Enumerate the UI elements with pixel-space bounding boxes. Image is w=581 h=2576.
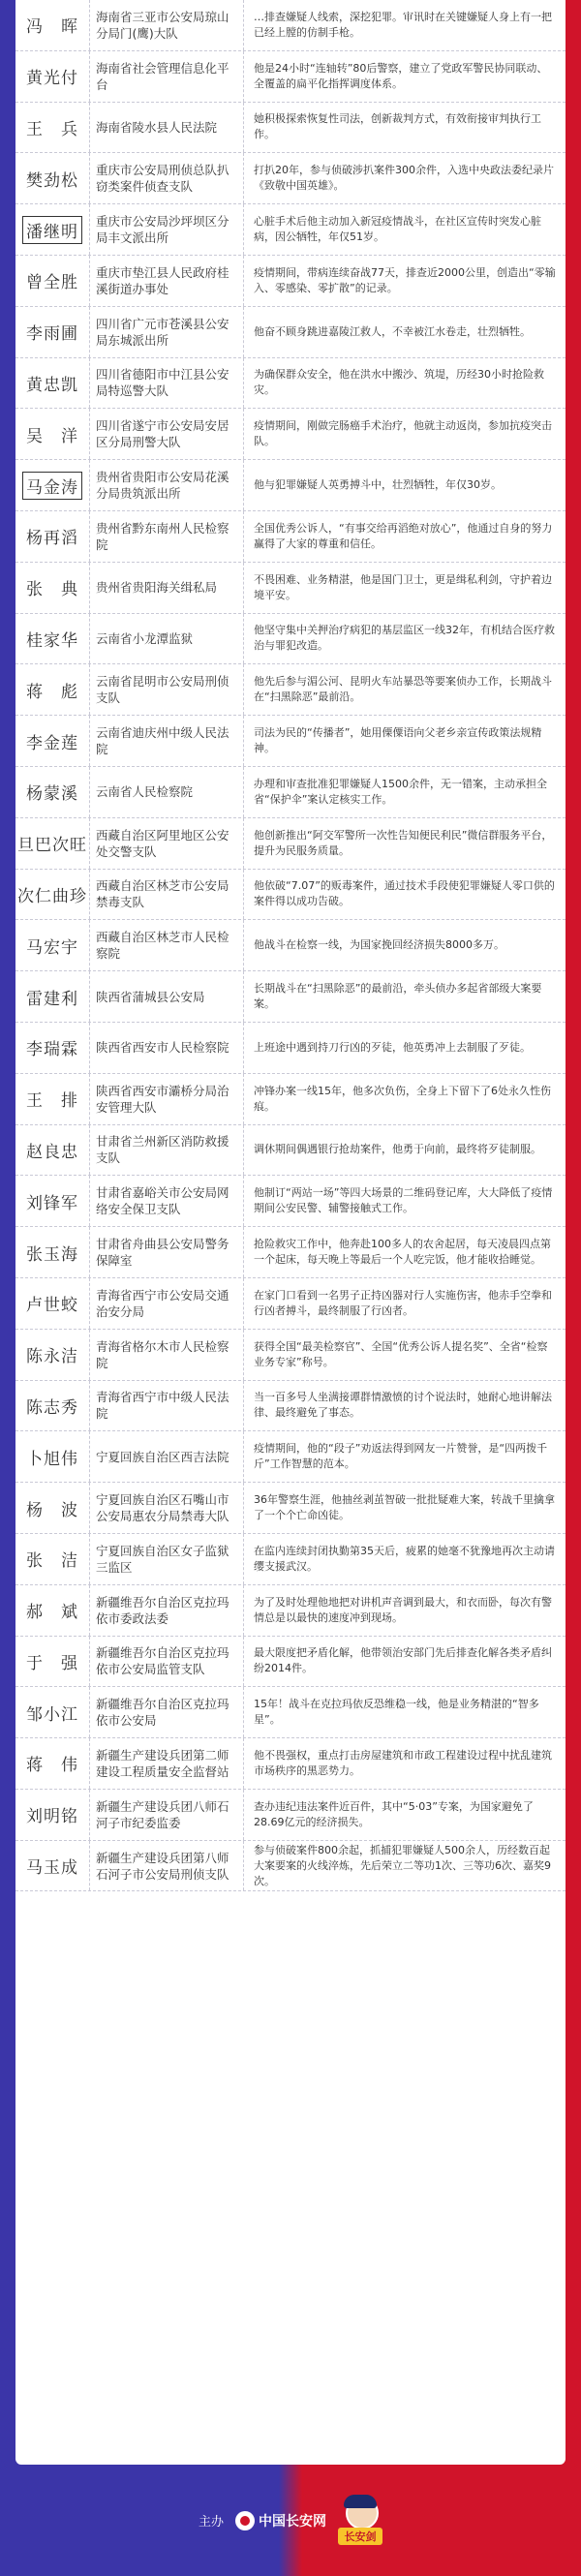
honoree-description: 他先后参与湄公河、昆明火车站暴恐等要案侦办工作，长期战斗在“扫黑除恶”最前沿。 — [254, 675, 552, 704]
honoree-description: 他创新推出“阿交军警所一次性告知便民利民”微信群服务平台，提升为民服务质量。 — [254, 828, 553, 857]
honoree-name-cell — [15, 1074, 89, 1124]
table-row — [15, 767, 566, 818]
honoree-name: 于 强 — [26, 1653, 78, 1673]
honoree-name-cell — [15, 511, 89, 562]
honoree-name-cell — [15, 1738, 89, 1789]
honoree-unit: 青海省格尔木市人民检察院 — [96, 1338, 229, 1370]
changanjian-mascot — [338, 2495, 382, 2547]
table-row — [15, 460, 566, 511]
honoree-description: 在监内连续封闭执勤第35天后，疲累的她毫不犹豫地再次主动请缨支援武汉。 — [254, 1544, 555, 1573]
honoree-name-cell — [15, 1585, 89, 1636]
honoree-description: …排查嫌疑人线索，深挖犯罪。审讯时在关键嫌疑人身上有一把已经上膛的仿制手枪。 — [254, 10, 552, 39]
honoree-unit: 贵州省黔东南州人民检察院 — [96, 520, 229, 552]
honoree-name: 杨再滔 — [26, 529, 78, 549]
honoree-name: 蒋 彪 — [26, 682, 78, 702]
honoree-unit: 四川省广元市苍溪县公安局东城派出所 — [96, 316, 229, 348]
honoree-description: 参与侦破案件800余起，抓捕犯罪嫌疑人500余人，历经数百起大案要案的火线淬炼，先后荣立二等功1次、三等功6次、嘉奖9次。 — [254, 1843, 551, 1887]
honoree-description: 疫情期间，带病连续奋战77天，排查近2000公里，创造出“零输入、零感染、零扩散”的记录。 — [254, 265, 556, 294]
honoree-description: 长期战斗在“扫黑除恶”的最前沿，牵头侦办多起省部级大案要案。 — [254, 982, 542, 1011]
honoree-unit: 海南省三亚市公安局琼山分局门(鹰)大队 — [96, 9, 229, 41]
honoree-name-cell — [15, 1023, 89, 1073]
honoree-unit: 青海省西宁市公安局交通治安分局 — [96, 1287, 229, 1319]
honoree-name: 桂家华 — [26, 630, 78, 651]
honoree-name: 冯 晖 — [26, 17, 78, 38]
honoree-description: 他制订“两站一场”等四大场景的二维码登记库，大大降低了疫情期间公安民警、辅警接触式工作。 — [254, 1186, 553, 1215]
table-row — [15, 1278, 566, 1330]
table-row — [15, 1330, 566, 1381]
honoree-unit: 贵州省贵阳市公安局花溪分局贵筑派出所 — [96, 470, 229, 502]
table-row — [15, 664, 566, 716]
honoree-name: 蒋 伟 — [26, 1756, 78, 1776]
honoree-name: 杨蒙溪 — [26, 784, 78, 805]
honoree-unit: 新疆维吾尔自治区克拉玛依市委政法委 — [96, 1594, 229, 1626]
honoree-description: 在家门口看到一名男子正持凶器对行人实施伤害，他赤手空拳和行凶者搏斗，最终制服了行凶者。 — [254, 1288, 552, 1317]
table-row — [15, 1176, 566, 1227]
mascot-cap-icon — [344, 2495, 377, 2508]
honoree-name-cell — [15, 870, 89, 920]
honoree-name-cell — [15, 460, 89, 510]
honoree-name: 刘锋军 — [26, 1193, 78, 1213]
honoree-unit: 新疆维吾尔自治区克拉玛依市公安局监管支队 — [96, 1645, 229, 1677]
honoree-description: 她积极探索恢复性司法，创新裁判方式，有效衔接审判执行工作。 — [254, 112, 541, 141]
table-row — [15, 0, 566, 51]
honoree-name-cell — [15, 0, 89, 50]
table-row — [15, 716, 566, 767]
honoree-unit: 海南省社会管理信息化平台 — [96, 60, 229, 92]
honoree-unit: 云南省昆明市公安局刑侦支队 — [96, 674, 229, 706]
table-row — [15, 1687, 566, 1738]
honoree-name-cell — [15, 971, 89, 1022]
honoree-name-cell — [15, 1431, 89, 1482]
honoree-name: 李瑞霖 — [26, 1040, 78, 1060]
honoree-name: 邹小江 — [26, 1704, 78, 1725]
honoree-description: 他依破“7.07”的贩毒案件，通过技术手段使犯罪嫌疑人零口供的案件得以成功告破。 — [254, 879, 555, 908]
honoree-name-cell — [15, 358, 89, 409]
honoree-description: 他奋不顾身跳进嘉陵江救人，不幸被江水卷走，壮烈牺牲。 — [254, 324, 531, 338]
honoree-name: 郝 斌 — [26, 1603, 78, 1623]
honoree-unit: 甘肃省嘉峪关市公安局网络安全保卫支队 — [96, 1185, 229, 1217]
table-row — [15, 358, 566, 410]
table-row — [15, 1738, 566, 1790]
table-row — [15, 256, 566, 307]
honoree-name: 黄忠凯 — [26, 375, 78, 395]
table-row — [15, 870, 566, 921]
honoree-unit: 云南省人民检察院 — [96, 784, 194, 800]
honoree-description: 心脏手术后他主动加入新冠疫情战斗，在社区宣传时突发心脏病，因公牺牲，年仅51岁。 — [254, 215, 541, 244]
honoree-name: 马金涛 — [22, 472, 82, 500]
honoree-name-cell — [15, 1790, 89, 1840]
honoree-name-cell — [15, 153, 89, 203]
honoree-unit: 陕西省西安市人民检察院 — [96, 1040, 229, 1056]
footer — [0, 2465, 581, 2576]
sponsor-label: 主办 — [198, 2515, 224, 2530]
honoree-unit: 云南省小龙潭监狱 — [96, 630, 194, 646]
table-row — [15, 1585, 566, 1637]
honoree-name-cell — [15, 664, 89, 715]
honoree-name-cell — [15, 1125, 89, 1176]
honoree-name: 王 兵 — [26, 119, 78, 139]
honoree-name-cell — [15, 767, 89, 817]
honoree-name-cell — [15, 51, 89, 102]
honoree-description: 为了及时处理他地把对讲机声音调到最大，和衣而卧，每次有警情总是以最快的速度冲到现场。 — [254, 1595, 552, 1624]
table-row — [15, 1227, 566, 1278]
honoree-unit: 新疆生产建设兵团八师石河子市纪委监委 — [96, 1798, 229, 1830]
honoree-name-cell — [15, 256, 89, 306]
honoree-name: 吴 洋 — [26, 426, 78, 446]
honoree-unit: 青海省西宁市中级人民法院 — [96, 1390, 229, 1422]
honoree-name: 卜旭伟 — [26, 1449, 78, 1469]
honoree-list — [15, 0, 566, 1891]
honoree-description: 获得全国“最美检察官”、全国“优秀公诉人提名奖”、全省“检察业务专家”称号。 — [254, 1339, 548, 1368]
honoree-name: 刘明铭 — [26, 1807, 78, 1827]
chinapeace-logo — [235, 2511, 326, 2530]
honoree-unit: 贵州省贵阳海关缉私局 — [96, 580, 218, 596]
table-row — [15, 409, 566, 460]
honoree-name: 赵良忠 — [26, 1142, 78, 1162]
honoree-name-cell — [15, 1227, 89, 1277]
honoree-unit: 宁夏回族自治区石嘴山市公安局惠农分局禁毒大队 — [96, 1492, 229, 1523]
honoree-description: 抢险救灾工作中，他奔赴100多人的农舍起居，每天凌晨四点第一个起床，每天晚上等最后一个人吃完饭，他才能收拾睡觉。 — [254, 1238, 551, 1267]
honoree-name-cell — [15, 1278, 89, 1329]
table-row — [15, 1023, 566, 1074]
table-row — [15, 1534, 566, 1585]
honoree-unit: 重庆市公安局沙坪坝区分局丰文派出所 — [96, 214, 229, 246]
honoree-unit: 西藏自治区林芝市公安局禁毒支队 — [96, 878, 229, 910]
table-row — [15, 818, 566, 870]
honoree-name-cell — [15, 1841, 89, 1891]
table-row — [15, 51, 566, 103]
honoree-name: 李雨圃 — [26, 324, 78, 345]
table-row — [15, 153, 566, 204]
logo-text: 中国长安网 — [259, 2513, 326, 2530]
honoree-description: 疫情期间，他的“段子”劝返法得到网友一片赞誉，是“四两拨千斤”工作智慧的范本。 — [254, 1442, 548, 1471]
honoree-name: 樊劲松 — [26, 170, 78, 191]
honoree-unit: 宁夏回族自治区女子监狱三监区 — [96, 1543, 229, 1575]
honoree-name-cell — [15, 103, 89, 153]
table-row — [15, 563, 566, 614]
honoree-description: 15年！战斗在克拉玛依反恐维稳一线，他是业务精湛的“智多星”。 — [254, 1698, 539, 1727]
honoree-description: 冲锋办案一线15年，他多次负伤，全身上下留下了6处永久性伤痕。 — [254, 1084, 551, 1113]
honoree-name-cell — [15, 563, 89, 613]
table-row — [15, 307, 566, 358]
honoree-unit: 陕西省西安市灞桥分局治安管理大队 — [96, 1083, 229, 1115]
honoree-name-cell — [15, 1483, 89, 1533]
honoree-name: 曾全胜 — [26, 273, 78, 293]
honoree-name-cell — [15, 1176, 89, 1226]
honoree-unit: 陕西省蒲城县公安局 — [96, 989, 205, 1004]
honoree-name-cell — [15, 818, 89, 869]
honoree-name: 马宏宇 — [26, 937, 78, 958]
honoree-name: 黄光付 — [26, 69, 78, 89]
honoree-name-cell — [15, 307, 89, 357]
honoree-description: 他是24小时“连轴转”80后警察，建立了党政军警民协同联动、全覆盖的扁平化指挥调度体系。 — [254, 61, 548, 90]
honoree-description: 办理和审查批准犯罪嫌疑人1500余件，无一错案，主动承担全省“保护伞”案认定核实工作。 — [254, 777, 547, 806]
honoree-description: 调休期间偶遇银行抢劫案件，他勇于向前，最终将歹徒制服。 — [254, 1143, 541, 1156]
honoree-unit: 新疆生产建设兵团第八师石河子市公安局刑侦支队 — [96, 1850, 229, 1882]
honoree-unit: 四川省德阳市中江县公安局特巡警大队 — [96, 367, 229, 399]
honoree-unit: 西藏自治区林芝市人民检察院 — [96, 930, 229, 962]
honoree-name-cell — [15, 1330, 89, 1380]
honoree-name-cell — [15, 1687, 89, 1737]
mascot-label: 长安剑 — [338, 2528, 382, 2545]
honoree-description: 他与犯罪嫌疑人英勇搏斗中，壮烈牺牲，年仅30岁。 — [254, 478, 502, 492]
table-row — [15, 614, 566, 665]
honoree-unit: 甘肃省舟曲县公安局警务保障室 — [96, 1237, 229, 1269]
honoree-name-cell — [15, 1534, 89, 1584]
table-row — [15, 1125, 566, 1177]
honoree-name: 杨 波 — [26, 1500, 78, 1520]
table-row — [15, 1074, 566, 1125]
honoree-name: 张 典 — [26, 580, 78, 600]
honoree-description: 上班途中遇到持刀行凶的歹徒，他英勇冲上去制服了歹徒。 — [254, 1040, 531, 1054]
honoree-name-cell — [15, 1381, 89, 1431]
logo-emblem-icon — [235, 2511, 255, 2530]
honoree-name: 张玉海 — [26, 1244, 78, 1265]
honoree-unit: 新疆生产建设兵团第二师建设工程质量安全监督站 — [96, 1747, 229, 1779]
honoree-description: 疫情期间，刚做完肠癌手术治疗，他就主动返岗，参加抗疫突击队。 — [254, 419, 552, 448]
table-row — [15, 971, 566, 1023]
honoree-unit: 海南省陵水县人民法院 — [96, 119, 218, 135]
honoree-description: 他战斗在检察一线，为国家挽回经济损失8000多万。 — [254, 938, 505, 952]
honoree-name-cell — [15, 409, 89, 459]
honoree-description: 司法为民的“传播者”，她用傈僳语向父老乡亲宣传政策法规精神。 — [254, 726, 542, 755]
honoree-description: 为确保群众安全，他在洪水中搬沙、筑堤，历经30小时抢险救灾。 — [254, 368, 544, 397]
honoree-name: 王 排 — [26, 1091, 78, 1112]
honoree-unit: 宁夏回族自治区西吉法院 — [96, 1449, 229, 1464]
honoree-name-cell — [15, 920, 89, 970]
honoree-unit: 甘肃省兰州新区消防救援支队 — [96, 1134, 229, 1166]
table-row — [15, 1431, 566, 1483]
table-row — [15, 1483, 566, 1534]
honoree-unit: 新疆维吾尔自治区克拉玛依市公安局 — [96, 1697, 229, 1729]
honoree-unit: 重庆市垫江县人民政府桂溪街道办事处 — [96, 264, 229, 296]
honoree-description: 他不畏强权，重点打击房屋建筑和市政工程建设过程中扰乱建筑市场秩序的黑恶势力。 — [254, 1748, 552, 1777]
honoree-name: 潘继明 — [22, 216, 82, 244]
honoree-name-cell — [15, 204, 89, 255]
table-row — [15, 103, 566, 154]
table-row — [15, 1637, 566, 1688]
honoree-name-cell — [15, 614, 89, 664]
honoree-description: 36年警察生涯，他抽丝剥茧智破一批批疑难大案，转战千里擒拿了一个个亡命凶徒。 — [254, 1493, 555, 1521]
table-row — [15, 1841, 566, 1892]
honoree-description: 不畏困难、业务精湛，他是国门卫士，更是缉私利剑，守护着边境平安。 — [254, 572, 552, 601]
honoree-description: 当一百多号人坐满接谭群情激愤的讨个说法时，她耐心地讲解法律、最终避免了事态。 — [254, 1391, 552, 1420]
honoree-description: 查办违纪违法案件近百件，其中“5·03”专案，为国家避免了28.69亿元的经济损失。 — [254, 1799, 534, 1828]
honoree-description: 全国优秀公诉人，“有事交给再滔绝对放心”，他通过自身的努力赢得了大家的尊重和信任。 — [254, 521, 553, 550]
honoree-description: 最大限度把矛盾化解，他带领治安部门先后排查化解各类矛盾纠纷2014件。 — [254, 1646, 552, 1675]
honoree-name: 李金莲 — [26, 733, 78, 753]
table-row — [15, 204, 566, 256]
honoree-name: 雷建利 — [26, 989, 78, 1009]
honoree-description: 他坚守集中关押治疗病犯的基层监区一线32年，有机结合医疗救治与罪犯改造。 — [254, 624, 555, 653]
honoree-name: 陈永洁 — [26, 1347, 78, 1367]
table-row — [15, 920, 566, 971]
honoree-unit: 云南省迪庆州中级人民法院 — [96, 725, 229, 757]
honoree-name: 陈志秀 — [26, 1397, 78, 1418]
honoree-name: 张 洁 — [26, 1551, 78, 1572]
honoree-unit: 西藏自治区阿里地区公安处交警支队 — [96, 827, 229, 859]
honoree-name: 旦巴次旺 — [17, 836, 87, 856]
honoree-name-cell — [15, 716, 89, 766]
table-row — [15, 1790, 566, 1841]
honoree-name: 马玉成 — [26, 1858, 78, 1879]
honoree-name: 卢世蛟 — [26, 1296, 78, 1316]
honoree-name: 次仁曲珍 — [17, 886, 87, 906]
table-row — [15, 511, 566, 563]
honoree-unit: 四川省遂宁市公安局安居区分局刑警大队 — [96, 418, 229, 450]
table-row — [15, 1381, 566, 1432]
honoree-description: 打扒20年，参与侦破涉扒案件300余件，入选中央政法委纪录片《致敬中国英雄》。 — [254, 164, 554, 193]
honoree-name-cell — [15, 1637, 89, 1687]
honoree-unit: 重庆市公安局刑侦总队扒窃类案件侦查支队 — [96, 163, 229, 195]
honoree-table — [15, 0, 566, 2465]
